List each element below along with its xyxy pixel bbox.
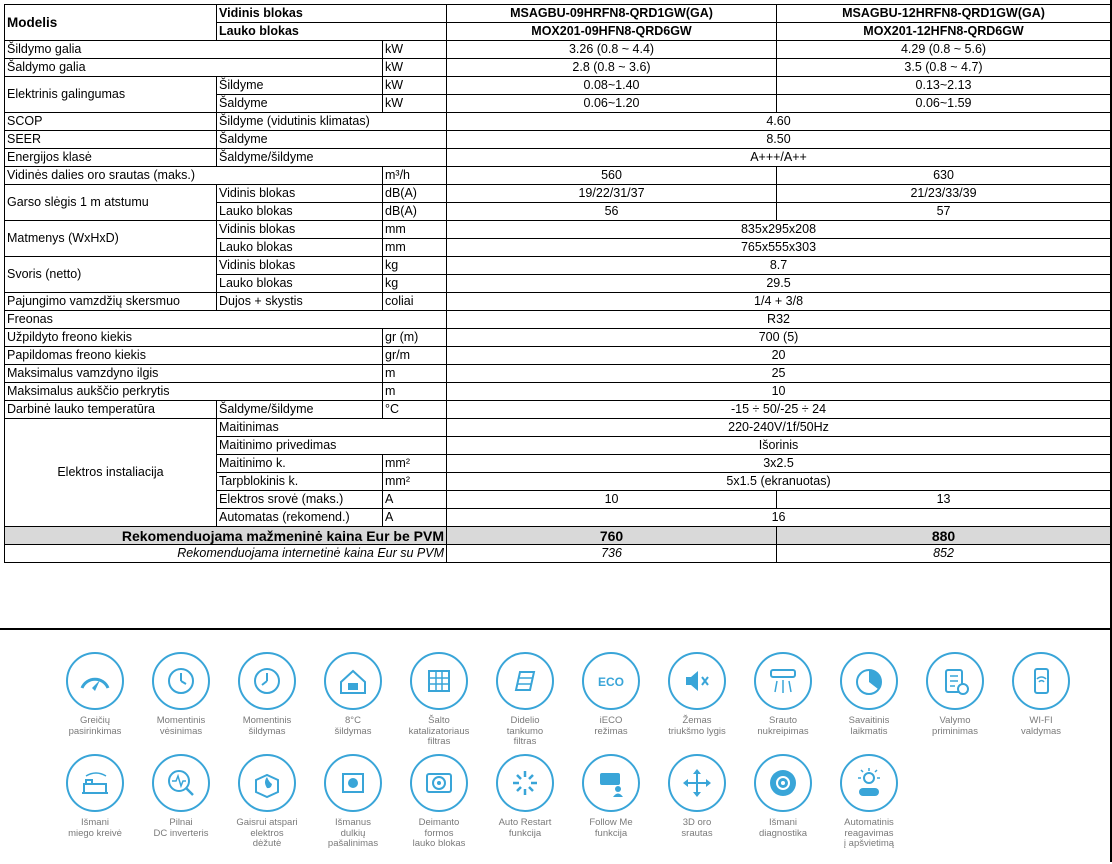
header-indoor: Vidinis blokas — [217, 5, 447, 23]
feature-label: Valymo priminimas — [932, 715, 978, 737]
row-value: 56 — [447, 203, 777, 221]
airflow-deflector-icon — [754, 652, 812, 710]
model2-indoor: MSAGBU-12HRFN8-QRD1GW(GA) — [777, 5, 1111, 23]
row-value: 835x295x208 — [447, 221, 1111, 239]
feature-label: Šalto katalizatoriaus filtras — [408, 715, 470, 748]
row-sublabel: Lauko blokas — [217, 239, 383, 257]
row-sublabel: Automatas (rekomend.) — [217, 509, 383, 527]
row-sublabel: Dujos + skystis — [217, 293, 383, 311]
row-unit: gr (m) — [383, 329, 447, 347]
row-sublabel: Elektros srovė (maks.) — [217, 491, 383, 509]
row-value: 700 (5) — [447, 329, 1111, 347]
row-value: 630 — [777, 167, 1111, 185]
section-divider — [0, 628, 1110, 630]
feature-label: Išmani miego kreivė — [68, 817, 122, 839]
row-sublabel: Maitinimo privedimas — [217, 437, 447, 455]
feature-label: Didelio tankumo filtras — [506, 715, 544, 748]
row-label: Šildymo galia — [5, 41, 383, 59]
follow-me-icon — [582, 754, 640, 812]
feature-label: Savaitinis laikmatis — [848, 715, 890, 737]
sleep-curve-icon — [66, 754, 124, 812]
row-sublabel: Maitinimo k. — [217, 455, 383, 473]
diamond-unit-icon — [410, 754, 468, 812]
table-row — [5, 311, 1111, 329]
row-value: 13 — [777, 491, 1111, 509]
table-row — [5, 257, 1111, 275]
row-value: 25 — [447, 365, 1111, 383]
feature-item — [912, 652, 998, 754]
row-value: 0.13~2.13 — [777, 77, 1111, 95]
header-outdoor: Lauko blokas — [217, 23, 447, 41]
feature-label: Momentinis vėsinimas — [156, 715, 206, 737]
feature-item — [138, 652, 224, 754]
row-value: 21/23/33/39 — [777, 185, 1111, 203]
row-unit: mm² — [383, 473, 447, 491]
feature-item — [52, 652, 138, 754]
fireproof-box-icon — [238, 754, 296, 812]
row-unit: m — [383, 383, 447, 401]
cool-timer-icon — [152, 652, 210, 710]
feature-label: Automatinis reagavimas į apšvietimą — [843, 817, 895, 850]
row-label: Šaldymo galia — [5, 59, 383, 77]
row-label: SEER — [5, 131, 217, 149]
row-sublabel: Šaldyme — [217, 95, 383, 113]
table-row — [5, 113, 1111, 131]
feature-label: Pilnai DC inverteris — [153, 817, 209, 839]
table-row — [5, 419, 1111, 437]
row-sublabel: Šildyme (vidutinis klimatas) — [217, 113, 447, 131]
svg-text:ECO: ECO — [597, 675, 625, 689]
row-value: 19/22/31/37 — [447, 185, 777, 203]
feature-item — [740, 652, 826, 754]
table-row — [5, 167, 1111, 185]
table-row — [5, 401, 1111, 419]
row-sublabel: Vidinis blokas — [217, 185, 383, 203]
feature-label: iECO režimas — [594, 715, 628, 737]
feature-item — [224, 652, 310, 754]
row-label: Matmenys (WxHxD) — [5, 221, 217, 257]
retail-price-value: 880 — [777, 527, 1111, 545]
row-value: 3.26 (0.8 ~ 4.4) — [447, 41, 777, 59]
feature-item — [826, 754, 912, 856]
table-row — [5, 347, 1111, 365]
feature-label: Žemas triukšmo lygis — [668, 715, 726, 737]
row-label: Pajungimo vamzdžių skersmuo — [5, 293, 217, 311]
row-unit: mm² — [383, 455, 447, 473]
feature-item — [568, 652, 654, 754]
row-unit: kg — [383, 275, 447, 293]
row-unit: mm — [383, 221, 447, 239]
row-value: 29.5 — [447, 275, 1111, 293]
table-row — [5, 77, 1111, 95]
row-label: Garso slėgis 1 m atstumu — [5, 185, 217, 221]
row-sublabel: Vidinis blokas — [217, 257, 383, 275]
row-unit: A — [383, 491, 447, 509]
speaker-mute-icon — [668, 652, 726, 710]
auto-restart-icon — [496, 754, 554, 812]
online-price-value: 736 — [447, 545, 777, 563]
table-row — [5, 59, 1111, 77]
model2-outdoor: MOX201-12HFN8-QRD6GW — [777, 23, 1111, 41]
row-label: Maksimalus aukščio perkrytis — [5, 383, 383, 401]
row-value: 4.29 (0.8 ~ 5.6) — [777, 41, 1111, 59]
dust-removal-icon — [324, 754, 382, 812]
row-value: 4.60 — [447, 113, 1111, 131]
spec-table — [4, 4, 1111, 563]
row-unit: m — [383, 365, 447, 383]
feature-item — [568, 754, 654, 856]
row-unit: mm — [383, 239, 447, 257]
row-sublabel: Šaldyme/šildyme — [217, 401, 383, 419]
online-price-row — [5, 545, 1111, 563]
row-sublabel: Lauko blokas — [217, 275, 383, 293]
row-label: Darbinė lauko temperatūra — [5, 401, 217, 419]
row-sublabel: Tarpblokinis k. — [217, 473, 383, 491]
row-value: A+++/A++ — [447, 149, 1111, 167]
row-label: Elektrinis galingumas — [5, 77, 217, 113]
row-unit: dB(A) — [383, 185, 447, 203]
row-unit: coliai — [383, 293, 447, 311]
row-sublabel: Šildyme — [217, 77, 383, 95]
feature-item — [310, 754, 396, 856]
online-price-value: 852 — [777, 545, 1111, 563]
row-value: 765x555x303 — [447, 239, 1111, 257]
heat-timer-icon — [238, 652, 296, 710]
row-value: 8.7 — [447, 257, 1111, 275]
feature-label: Išmanus dulkių pašalinimas — [327, 817, 379, 850]
house-8c-icon — [324, 652, 382, 710]
table-row — [5, 293, 1111, 311]
table-row — [5, 221, 1111, 239]
row-value: 57 — [777, 203, 1111, 221]
row-sublabel: Maitinimas — [217, 419, 447, 437]
row-value: 0.08~1.40 — [447, 77, 777, 95]
row-value: 10 — [447, 383, 1111, 401]
feature-label: WI-FI valdymas — [1020, 715, 1062, 737]
feature-item — [826, 652, 912, 754]
retail-price-row — [5, 527, 1111, 545]
clean-reminder-icon — [926, 652, 984, 710]
row-value: 3x2.5 — [447, 455, 1111, 473]
table-row — [5, 365, 1111, 383]
row-unit: kW — [383, 77, 447, 95]
eco-icon — [582, 652, 640, 710]
feature-item — [740, 754, 826, 856]
row-label: Energijos klasė — [5, 149, 217, 167]
weekly-timer-icon — [840, 652, 898, 710]
table-row — [5, 329, 1111, 347]
dense-filter-icon — [496, 652, 554, 710]
row-value: 3.5 (0.8 ~ 4.7) — [777, 59, 1111, 77]
catalyst-filter-icon — [410, 652, 468, 710]
row-label: Papildomas freono kiekis — [5, 347, 383, 365]
row-unit: A — [383, 509, 447, 527]
feature-label: 8°C šildymas — [334, 715, 372, 737]
speedometer-icon — [66, 652, 124, 710]
row-value: 220-240V/1f/50Hz — [447, 419, 1111, 437]
model1-outdoor: MOX201-09HFN8-QRD6GW — [447, 23, 777, 41]
online-price-label: Rekomenduojama internetinė kaina Eur su PVM — [5, 545, 447, 563]
retail-price-value: 760 — [447, 527, 777, 545]
row-value: Išorinis — [447, 437, 1111, 455]
row-sublabel: Šaldyme/šildyme — [217, 149, 447, 167]
header-model: Modelis — [5, 5, 217, 41]
feature-item — [396, 754, 482, 856]
row-value: -15 ÷ 50/-25 ÷ 24 — [447, 401, 1111, 419]
row-label: Užpildyto freono kiekis — [5, 329, 383, 347]
table-row — [5, 41, 1111, 59]
feature-label: Auto Restart funkcija — [498, 817, 552, 839]
feature-label: Išmani diagnostika — [758, 817, 808, 839]
header-row-indoor — [5, 5, 1111, 23]
row-unit: m³/h — [383, 167, 447, 185]
model1-indoor: MSAGBU-09HRFN8-QRD1GW(GA) — [447, 5, 777, 23]
table-row — [5, 131, 1111, 149]
row-unit: gr/m — [383, 347, 447, 365]
row-label: Elektros instaliacija — [5, 419, 217, 527]
row-value: 16 — [447, 509, 1111, 527]
row-label: Maksimalus vamzdyno ilgis — [5, 365, 383, 383]
table-row — [5, 185, 1111, 203]
table-row — [5, 149, 1111, 167]
wifi-phone-icon — [1012, 652, 1070, 710]
feature-label: Srauto nukreipimas — [757, 715, 809, 737]
feature-item — [224, 754, 310, 856]
row-value: 0.06~1.20 — [447, 95, 777, 113]
row-value: 560 — [447, 167, 777, 185]
row-unit: kW — [383, 95, 447, 113]
row-value: 1/4 + 3/8 — [447, 293, 1111, 311]
airflow-3d-icon — [668, 754, 726, 812]
dc-inverter-icon — [152, 754, 210, 812]
row-unit: dB(A) — [383, 203, 447, 221]
row-sublabel: Vidinis blokas — [217, 221, 383, 239]
row-label: Freonas — [5, 311, 447, 329]
feature-label: Greičių pasirinkimas — [68, 715, 122, 737]
row-unit: kW — [383, 41, 447, 59]
row-label: SCOP — [5, 113, 217, 131]
row-label: Svoris (netto) — [5, 257, 217, 293]
auto-light-icon — [840, 754, 898, 812]
diagnostics-icon — [754, 754, 812, 812]
feature-label: Deimanto formos lauko blokas — [412, 817, 466, 850]
table-row — [5, 383, 1111, 401]
feature-item — [482, 754, 568, 856]
feature-label: Gaisrui atspari elektros dėžutė — [236, 817, 298, 850]
feature-label: 3D oro srautas — [681, 817, 713, 839]
row-value: 8.50 — [447, 131, 1111, 149]
row-unit: kg — [383, 257, 447, 275]
feature-label: Momentinis šildymas — [242, 715, 292, 737]
feature-item — [310, 652, 396, 754]
row-value: R32 — [447, 311, 1111, 329]
row-value: 2.8 (0.8 ~ 3.6) — [447, 59, 777, 77]
row-unit: °C — [383, 401, 447, 419]
row-value: 20 — [447, 347, 1111, 365]
feature-item — [52, 754, 138, 856]
row-label: Vidinės dalies oro srautas (maks.) — [5, 167, 383, 185]
row-value: 0.06~1.59 — [777, 95, 1111, 113]
feature-item — [654, 754, 740, 856]
row-sublabel: Lauko blokas — [217, 203, 383, 221]
row-value: 10 — [447, 491, 777, 509]
feature-icons-grid — [52, 652, 1092, 856]
row-sublabel: Šaldyme — [217, 131, 447, 149]
feature-item — [654, 652, 740, 754]
feature-item — [998, 652, 1084, 754]
row-value: 5x1.5 (ekranuotas) — [447, 473, 1111, 491]
feature-item — [396, 652, 482, 754]
feature-label: Follow Me funkcija — [589, 817, 633, 839]
row-unit: kW — [383, 59, 447, 77]
feature-item — [138, 754, 224, 856]
feature-item — [482, 652, 568, 754]
retail-price-label: Rekomenduojama mažmeninė kaina Eur be PVM — [5, 527, 447, 545]
